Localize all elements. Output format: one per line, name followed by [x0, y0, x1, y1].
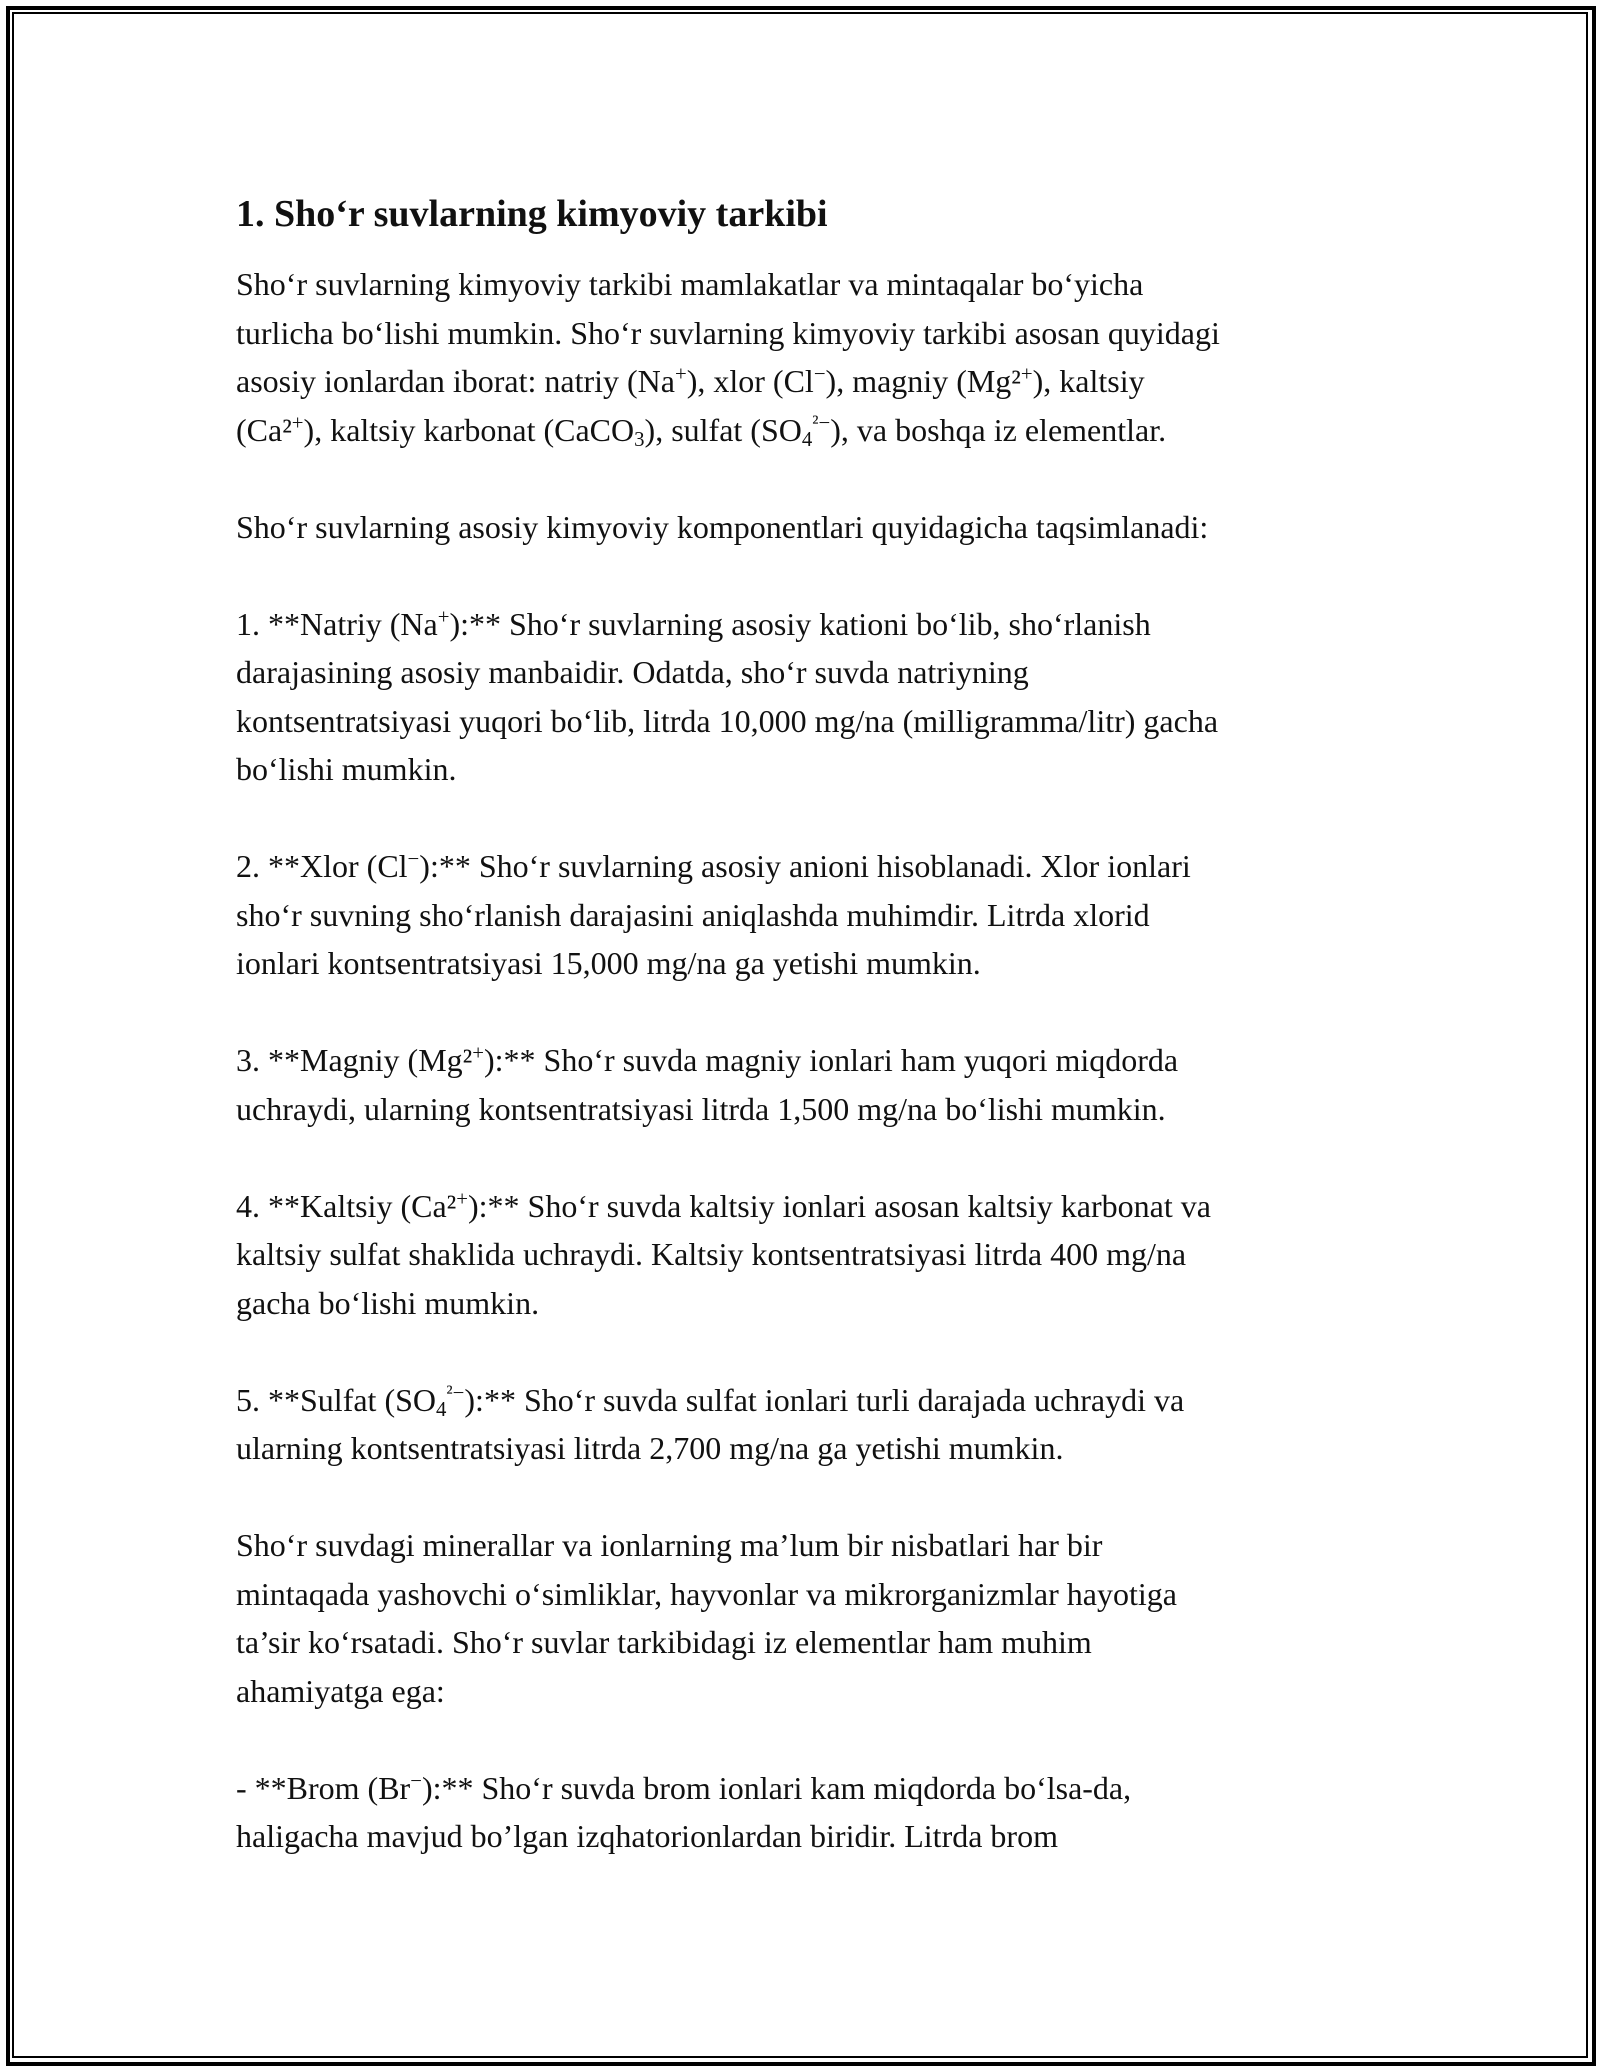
- text-line: bo‘lishi mumkin.: [236, 751, 457, 787]
- text-line: 1. **Natriy (Na+):** Sho‘r suvlarning asosiy kationi bo‘lib, sho‘rlanish: [236, 605, 1151, 642]
- text-line: 4. **Kaltsiy (Ca²+):** Sho‘r suvda kaltsiy ionlari asosan kaltsiy karbonat va: [236, 1187, 1211, 1224]
- text-line: ionlari kontsentratsiyasi 15,000 mg/na ga yetishi mumkin.: [236, 945, 981, 981]
- text-line: ta’sir ko‘rsatadi. Sho‘r suvlar tarkibidagi iz elementlar ham muhim: [236, 1624, 1092, 1660]
- text-line: Sho‘r suvlarning kimyoviy tarkibi mamlakatlar va mintaqalar bo‘yicha: [236, 266, 1144, 302]
- text-line: darajasining asosiy manbaidir. Odatda, sho‘r suvda natriyning: [236, 654, 1029, 690]
- list-item-natriy: [236, 600, 1396, 794]
- document-body: [236, 186, 1396, 1909]
- components-intro-paragraph: [236, 503, 1396, 552]
- text-line: Sho‘r suvlarning asosiy kimyoviy komponentlari quyidagicha taqsimlanadi:: [236, 508, 1209, 545]
- text-line: asosiy ionlardan iborat: natriy (Na+), xlor (Cl−), magniy (Mg²+), kaltsiy: [236, 362, 1145, 399]
- text-line: kaltsiy sulfat shaklida uchraydi. Kaltsiy kontsentratsiyasi litrda 400 mg/na: [236, 1236, 1187, 1272]
- text-line: mintaqada yashovchi o‘simliklar, hayvonlar va mikrorganizmlar hayotiga: [236, 1575, 1177, 1612]
- list-item-xlor: [236, 842, 1396, 988]
- text-line: - **Brom (Br−):** Sho‘r suvda brom ionlari kam miqdorda bo‘lsa-da,: [236, 1769, 1132, 1806]
- text-line: kontsentratsiyasi yuqori bo‘lib, litrda 10,000 mg/na (milligramma/litr) gacha: [236, 702, 1219, 739]
- minerals-paragraph: [236, 1521, 1396, 1715]
- text-line: ahamiyatga ega:: [236, 1672, 445, 1709]
- text-line: uchraydi, ularning kontsentratsiyasi litrda 1,500 mg/na bo‘lishi mumkin.: [236, 1090, 1166, 1127]
- text-line: haligacha mavjud bo’lgan izqhatorionlardan biridir. Litrda brom: [236, 1818, 1058, 1854]
- text-line: 2. **Xlor (Cl−):** Sho‘r suvlarning asosiy anioni hisoblanadi. Xlor ionlari: [236, 847, 1191, 884]
- text-line: sho‘r suvning sho‘rlanish darajasini aniqlashda muhimdir. Litrda xlorid: [236, 896, 1150, 933]
- list-item-brom: [236, 1764, 1396, 1861]
- intro-paragraph: [236, 260, 1396, 454]
- text-line: ularning kontsentratsiyasi litrda 2,700 mg/na ga yetishi mumkin.: [236, 1430, 1064, 1466]
- list-item-sulfat: [236, 1376, 1396, 1473]
- text-line: gacha bo‘lishi mumkin.: [236, 1284, 540, 1321]
- text-line: 3. **Magniy (Mg²+):** Sho‘r suvda magniy ionlari ham yuqori miqdorda: [236, 1041, 1179, 1078]
- list-item-magniy: [236, 1036, 1396, 1133]
- text-line: Sho‘r suvdagi minerallar va ionlarning ma’lum bir nisbatlari har bir: [236, 1527, 1103, 1563]
- text-line: 5. **Sulfat $(SO_4^{^2-}):**$ Sho‘r suvda sulfat ionlari turli darajada uchraydi va: [236, 1381, 1185, 1421]
- text-line: turlicha bo‘lishi mumkin. Sho‘r suvlarning kimyoviy tarkibi asosan quyidagi: [236, 314, 1220, 351]
- text-line: (Ca²+), kaltsiy karbonat (CaCO$_3$), sulfat $(SO_4^{^2-})$, va boshqa iz elementlar.: [236, 411, 1167, 451]
- section-heading: 1. Sho‘r suvlarning kimyoviy tarkibi: [236, 193, 828, 235]
- list-item-kaltsiy: [236, 1182, 1396, 1328]
